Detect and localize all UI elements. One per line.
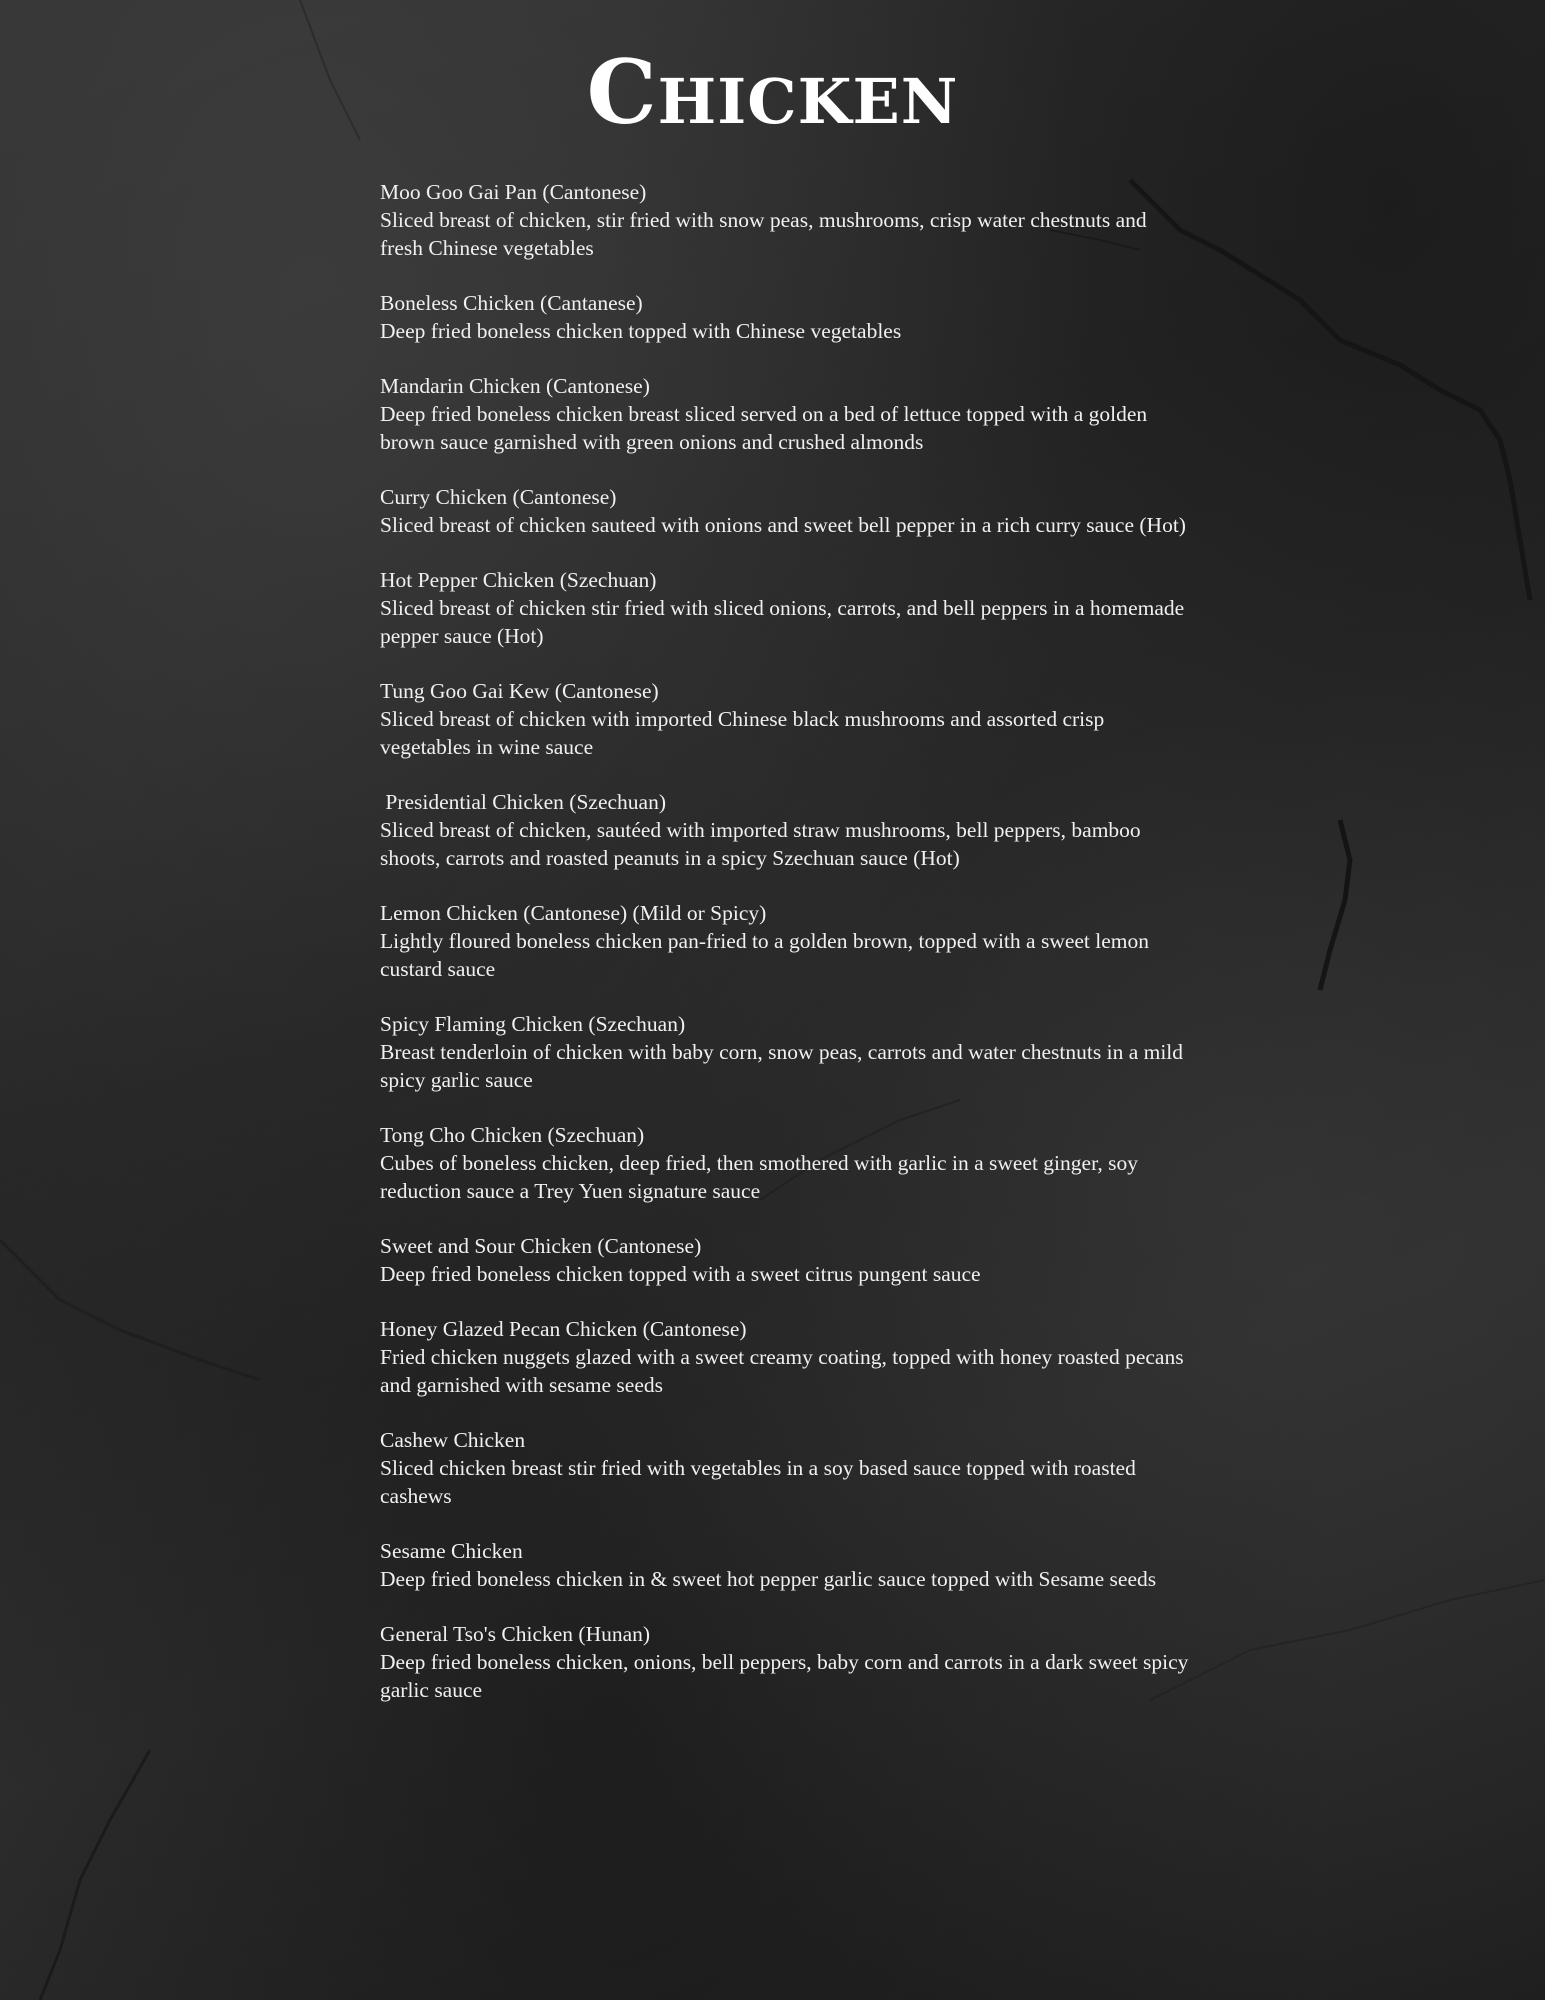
menu-item xyxy=(380,1620,1190,1704)
menu-item-name: Hot Pepper Chicken (Szechuan) xyxy=(380,568,657,592)
menu-item xyxy=(380,1315,1190,1399)
menu-item-name: Curry Chicken (Cantonese) xyxy=(380,485,617,509)
menu-item-description: Sliced breast of chicken with imported Chinese black mushrooms and assorted crisp vegetables in wine sauce xyxy=(380,707,1105,759)
menu-item xyxy=(380,1010,1190,1094)
menu-item xyxy=(380,788,1190,872)
menu-item-name: Presidential Chicken (Szechuan) xyxy=(380,790,666,814)
menu-item xyxy=(380,289,1190,345)
menu-item xyxy=(380,566,1190,650)
menu-item-name: Mandarin Chicken (Cantonese) xyxy=(380,374,650,398)
menu-item xyxy=(380,1426,1190,1510)
menu-item-description: Deep fried boneless chicken in & sweet hot pepper garlic sauce topped with Sesame seeds xyxy=(380,1567,1157,1591)
menu-item xyxy=(380,1121,1190,1205)
menu-item-description: Breast tenderloin of chicken with baby corn, snow peas, carrots and water chestnuts in a mild spicy garlic sauce xyxy=(380,1040,1184,1092)
menu-item-description: Deep fried boneless chicken breast sliced served on a bed of lettuce topped with a golden brown sauce garnished with green onions and crushed almonds xyxy=(380,402,1148,454)
menu-item-description: Lightly floured boneless chicken pan-fried to a golden brown, topped with a sweet lemon custard sauce xyxy=(380,929,1150,981)
menu-item xyxy=(380,899,1190,983)
menu-item-name: Moo Goo Gai Pan (Cantonese) xyxy=(380,180,647,204)
page-title: Chicken xyxy=(586,40,959,144)
menu-item-name: Sweet and Sour Chicken (Cantonese) xyxy=(380,1234,702,1258)
menu-item xyxy=(380,372,1190,456)
menu-item-name: Lemon Chicken (Cantonese) (Mild or Spicy) xyxy=(380,901,767,925)
menu-item-name: Tong Cho Chicken (Szechuan) xyxy=(380,1123,645,1147)
menu-item-description: Deep fried boneless chicken topped with a sweet citrus pungent sauce xyxy=(380,1262,981,1286)
menu-item-name: Cashew Chicken xyxy=(380,1428,526,1452)
menu-item xyxy=(380,1232,1190,1288)
menu-item-description: Sliced breast of chicken sauteed with onions and sweet bell pepper in a rich curry sauce (Hot) xyxy=(380,513,1186,537)
menu-item-name: General Tso's Chicken (Hunan) xyxy=(380,1622,651,1646)
menu-item-description: Sliced breast of chicken stir fried with sliced onions, carrots, and bell peppers in a homemade pepper sauce (Hot) xyxy=(380,596,1185,648)
menu-item-description: Deep fried boneless chicken, onions, bell peppers, baby corn and carrots in a dark sweet spicy garlic sauce xyxy=(380,1650,1189,1702)
menu-item xyxy=(380,677,1190,761)
menu-item-name: Honey Glazed Pecan Chicken (Cantonese) xyxy=(380,1317,747,1341)
menu-item-name: Tung Goo Gai Kew (Cantonese) xyxy=(380,679,659,703)
menu-item xyxy=(380,483,1190,539)
menu-item-description: Sliced breast of chicken, sautéed with imported straw mushrooms, bell peppers, bamboo shoots, carrots and roasted peanuts in a spicy Szechuan sauce (Hot) xyxy=(380,818,1141,870)
menu-item-description: Fried chicken nuggets glazed with a sweet creamy coating, topped with honey roasted pecans and garnished with sesame seeds xyxy=(380,1345,1184,1397)
menu-item-description: Deep fried boneless chicken topped with Chinese vegetables xyxy=(380,319,902,343)
menu-item-description: Sliced breast of chicken, stir fried with snow peas, mushrooms, crisp water chestnuts and fresh Chinese vegetables xyxy=(380,208,1147,260)
menu-item xyxy=(380,1537,1190,1593)
menu-item-name: Boneless Chicken (Cantanese) xyxy=(380,291,643,315)
menu-item xyxy=(380,178,1190,262)
menu-list xyxy=(380,178,1190,1731)
menu-item-name: Sesame Chicken xyxy=(380,1539,523,1563)
menu-item-description: Cubes of boneless chicken, deep fried, then smothered with garlic in a sweet ginger, soy reduction sauce a Trey Yuen signature sauce xyxy=(380,1151,1138,1203)
menu-item-description: Sliced chicken breast stir fried with vegetables in a soy based sauce topped with roasted cashews xyxy=(380,1456,1136,1508)
menu-item-name: Spicy Flaming Chicken (Szechuan) xyxy=(380,1012,686,1036)
